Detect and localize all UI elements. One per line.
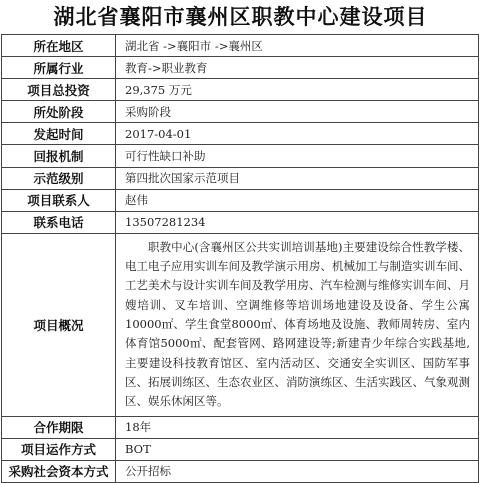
table-row-start-date bbox=[2, 123, 479, 145]
row-value: 第四批次国家示范项目 bbox=[116, 167, 479, 189]
row-value: 13507281234 bbox=[116, 211, 479, 233]
row-label: 所属行业 bbox=[2, 57, 116, 79]
table-row-investment bbox=[2, 79, 479, 101]
row-label: 项目概况 bbox=[2, 233, 116, 416]
row-label: 联系电话 bbox=[2, 211, 116, 233]
row-value: 教育->职业教育 bbox=[116, 57, 479, 79]
row-value-paragraph: 职教中心(含襄州区公共实训培训基地)主要建设综合性教学楼、电工电子应用实训车间及教学演示用房、机械加工与制造实训车间、工艺美术与设计实训车间及教学用房、汽车检测与维修实训车间、月嫂培训、叉车培训、空调维修等培训场地建设及设备、学生公寓10000㎡、学生食堂8000㎡、体育场地及设施、教师周转房、室内体育馆5000㎡、配套管网、路网建设等;新建青少年综合实践基地,主要建设科技教育馆区、室内活动区、交通安全实训区、国防军事区、拓展训练区、生态农业区、消防演练区、生活实践区、气象观测区、娱乐休闲区等。 bbox=[116, 233, 479, 416]
row-value: 采购阶段 bbox=[116, 101, 479, 123]
table-row-term bbox=[2, 416, 479, 438]
project-info-table bbox=[1, 34, 479, 483]
row-value: 18年 bbox=[116, 416, 479, 438]
table-row-region bbox=[2, 35, 479, 57]
table-row-phone bbox=[2, 211, 479, 233]
row-label: 回报机制 bbox=[2, 145, 116, 167]
row-label: 示范级别 bbox=[2, 167, 116, 189]
row-label: 项目总投资 bbox=[2, 79, 116, 101]
row-value: 赵伟 bbox=[116, 189, 479, 211]
row-value: BOT bbox=[116, 438, 479, 460]
table-row-overview bbox=[2, 233, 479, 416]
table-row-demo-level bbox=[2, 167, 479, 189]
row-label: 发起时间 bbox=[2, 123, 116, 145]
row-label: 所处阶段 bbox=[2, 101, 116, 123]
row-value: 2017-04-01 bbox=[116, 123, 479, 145]
row-value: 公开招标 bbox=[116, 460, 479, 482]
table-row-return-mechanism bbox=[2, 145, 479, 167]
row-label: 项目运作方式 bbox=[2, 438, 116, 460]
row-value: 29,375 万元 bbox=[116, 79, 479, 101]
table-row-operation-mode bbox=[2, 438, 479, 460]
row-label: 项目联系人 bbox=[2, 189, 116, 211]
row-label: 合作期限 bbox=[2, 416, 116, 438]
table-row-stage bbox=[2, 101, 479, 123]
row-label: 所在地区 bbox=[2, 35, 116, 57]
table-row-industry bbox=[2, 57, 479, 79]
row-value: 可行性缺口补助 bbox=[116, 145, 479, 167]
row-label: 采购社会资本方式 bbox=[2, 460, 116, 482]
table-row-procurement bbox=[2, 460, 479, 482]
page-title: 湖北省襄阳市襄州区职教中心建设项目 bbox=[53, 5, 428, 29]
table-row-contact bbox=[2, 189, 479, 211]
row-value: 湖北省 ->襄阳市 ->襄州区 bbox=[116, 35, 479, 57]
